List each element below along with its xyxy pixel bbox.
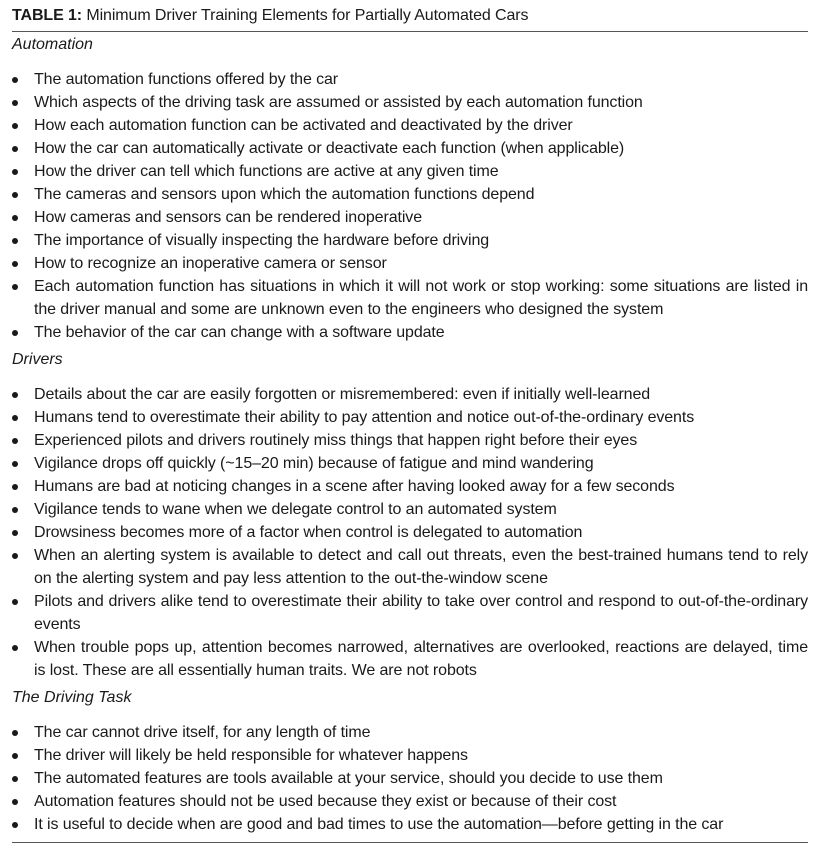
bullet-icon — [12, 415, 18, 421]
bottom-rule — [12, 842, 808, 843]
list-item-text: The driver will likely be held responsible for whatever happens — [34, 747, 468, 764]
list-item — [12, 521, 808, 544]
list-item-text: When trouble pops up, attention becomes narrowed, alternatives are overlooked, reactions are delayed, time is lost. These are all essentially human traits. We are not robots — [34, 639, 808, 679]
list-item-text: Experienced pilots and drivers routinely miss things that happen right before their eyes — [34, 432, 638, 449]
bullet-icon — [12, 238, 18, 244]
list-item — [12, 475, 808, 498]
list-item — [12, 275, 808, 321]
list-item — [12, 790, 808, 813]
bullet-icon — [12, 507, 18, 513]
list-item — [12, 498, 808, 521]
section-automation — [12, 35, 808, 344]
bullet-icon — [12, 169, 18, 175]
list-item — [12, 137, 808, 160]
list-item — [12, 91, 808, 114]
list-item-text: The car cannot drive itself, for any length of time — [34, 724, 371, 741]
bullet-icon — [12, 192, 18, 198]
list-item-text: The importance of visually inspecting the hardware before driving — [34, 232, 490, 249]
list-item — [12, 636, 808, 682]
section-drivers — [12, 350, 808, 682]
bullet-icon — [12, 799, 18, 805]
list-item — [12, 252, 808, 275]
list-item-text: The cameras and sensors upon which the automation functions depend — [34, 186, 535, 203]
list-item — [12, 721, 808, 744]
bullet-icon — [12, 100, 18, 106]
list-item — [12, 321, 808, 344]
list-item-text: When an alerting system is available to detect and call out threats, even the best-trained humans tend to rely on the alerting system and pay less attention to the out-the-window scene — [34, 547, 808, 587]
bullet-icon — [12, 461, 18, 467]
list-item-text: Humans are bad at noticing changes in a scene after having looked away for a few seconds — [34, 478, 675, 495]
training-table — [12, 6, 808, 843]
list-item — [12, 229, 808, 252]
bullet-icon — [12, 392, 18, 398]
bullet-icon — [12, 330, 18, 336]
list-item-text: Which aspects of the driving task are assumed or assisted by each automation function — [34, 94, 643, 111]
list-item — [12, 590, 808, 636]
list-item-text: It is useful to decide when are good and bad times to use the automation—before getting in the car — [34, 816, 724, 833]
section-title: Drivers — [12, 351, 63, 368]
section-title: Automation — [12, 36, 93, 53]
bullet-list — [12, 68, 808, 344]
table-body — [12, 35, 808, 836]
bullet-icon — [12, 599, 18, 605]
list-item-text: How the driver can tell which functions are active at any given time — [34, 163, 499, 180]
bullet-icon — [12, 530, 18, 536]
list-item-text: The automated features are tools available at your service, should you decide to use them — [34, 770, 663, 787]
list-item — [12, 68, 808, 91]
bullet-icon — [12, 215, 18, 221]
list-item-text: Vigilance tends to wane when we delegate control to an automated system — [34, 501, 557, 518]
list-item-text: Details about the car are easily forgotten or misremembered: even if initially well-learned — [34, 386, 651, 403]
table-caption — [12, 6, 808, 32]
list-item-text: Pilots and drivers alike tend to overestimate their ability to take over control and respond to out-of-the-ordinary events — [34, 593, 808, 633]
list-item-text: Humans tend to overestimate their ability to pay attention and notice out-of-the-ordinary events — [34, 409, 695, 426]
list-item-text: How the car can automatically activate or deactivate each function (when applicable) — [34, 140, 625, 157]
section-title: The Driving Task — [12, 689, 132, 706]
bullet-icon — [12, 77, 18, 83]
list-item-text: Vigilance drops off quickly (~15–20 min) because of fatigue and mind wandering — [34, 455, 594, 472]
list-item-text: How to recognize an inoperative camera or sensor — [34, 255, 387, 272]
bullet-icon — [12, 484, 18, 490]
bullet-icon — [12, 776, 18, 782]
list-item-text: Drowsiness becomes more of a factor when control is delegated to automation — [34, 524, 583, 541]
bullet-list — [12, 383, 808, 682]
list-item — [12, 160, 808, 183]
bullet-icon — [12, 146, 18, 152]
bullet-icon — [12, 822, 18, 828]
bullet-icon — [12, 284, 18, 290]
list-item — [12, 452, 808, 475]
table-label: TABLE 1: — [12, 7, 83, 24]
list-item — [12, 183, 808, 206]
list-item-text: The behavior of the car can change with a software update — [34, 324, 445, 341]
bullet-icon — [12, 553, 18, 559]
list-item — [12, 114, 808, 137]
list-item — [12, 544, 808, 590]
bullet-list — [12, 721, 808, 836]
list-item — [12, 813, 808, 836]
list-item — [12, 429, 808, 452]
list-item-text: Each automation function has situations in which it will not work or stop working: some situations are listed in the driver manual and some are unknown even to the engineers who designed the system — [34, 278, 808, 318]
bullet-icon — [12, 261, 18, 267]
list-item — [12, 406, 808, 429]
bullet-icon — [12, 438, 18, 444]
list-item-text: Automation features should not be used because they exist or because of their cost — [34, 793, 617, 810]
list-item — [12, 744, 808, 767]
bullet-icon — [12, 123, 18, 129]
bullet-icon — [12, 730, 18, 736]
table-title: Minimum Driver Training Elements for Partially Automated Cars — [82, 7, 529, 24]
list-item — [12, 206, 808, 229]
section-the-driving-task — [12, 688, 808, 836]
bullet-icon — [12, 645, 18, 651]
bullet-icon — [12, 753, 18, 759]
list-item-text: How cameras and sensors can be rendered inoperative — [34, 209, 423, 226]
list-item-text: The automation functions offered by the car — [34, 71, 339, 88]
list-item-text: How each automation function can be activated and deactivated by the driver — [34, 117, 573, 134]
list-item — [12, 383, 808, 406]
list-item — [12, 767, 808, 790]
